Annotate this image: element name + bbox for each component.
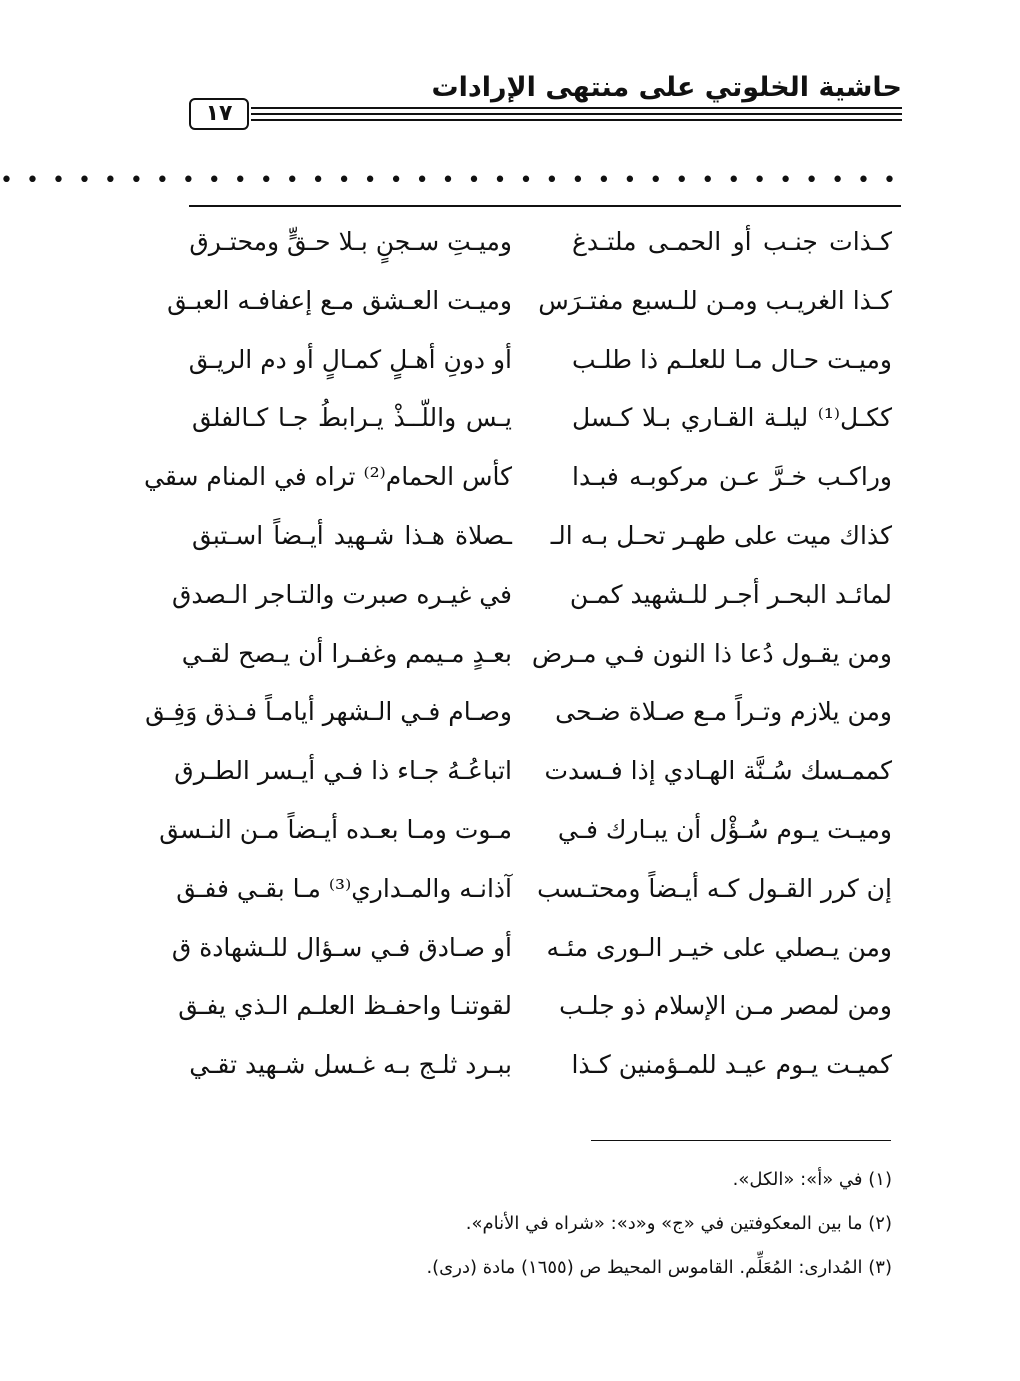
verse-second-hemistich: وميـتِ سـجنٍ بـلا حـقٍّ ومحتـرق — [189, 227, 512, 256]
verse-second-hemistich: ببـرد ثلـج بـه غـسل شـهيد تقـي — [189, 1050, 512, 1080]
verse-first-hemistich: كذاك ميت على طهـر تحـل بـه الـ — [550, 521, 892, 550]
verse-row — [181, 634, 892, 674]
verse-first-hemistich: كـذا الغريـب ومـن للـسبع مفتـرَس — [538, 285, 892, 315]
verse-row — [145, 692, 892, 732]
verse-row — [159, 810, 892, 850]
verse-second-hemistich: آذانـه والمـداري⁽³⁾ مـا بقـي ففـق — [176, 873, 512, 903]
footnote-3: (٣) المُدارى: المُعَلِّم. القاموس المحيط ص (١٦٥٥) مادة (درى). — [426, 1257, 892, 1278]
header-rule-top — [251, 107, 902, 109]
verse-first-hemistich: ومن يقـول دُعا ذا النون فـي مـرض — [531, 638, 892, 668]
footnote-2: (٢) ما بين المعكوفتين في «ج» و«د»: «شراه في الأنام». — [465, 1213, 892, 1234]
footnote-1: (١) في «أ»: «الكل». — [732, 1169, 892, 1190]
verse-first-hemistich: لمائـد البحـر أجـر للـشهيد كمـن — [569, 579, 892, 609]
verse-first-hemistich: وميـت حـال مـا للعلـم ذا طلـب — [572, 344, 892, 374]
verse-first-hemistich: ومن لمصر مـن الإسلام ذو جلـب — [559, 991, 892, 1021]
verse-second-hemistich: أو دونِ أهـلٍ كمـالٍ أو دم الريـق — [188, 344, 512, 374]
section-rule — [189, 205, 901, 207]
verse-row — [167, 281, 892, 321]
verse-second-hemistich: كأس الحمام⁽²⁾ تراه في المنام سقي — [143, 462, 512, 492]
verse-second-hemistich: بعـدٍ مـيمم وغفـرا أن يـصح لقـي — [181, 638, 512, 668]
verse-first-hemistich: وراكـب خـرَّ عـن مركوبـه فبـدا — [572, 462, 892, 492]
verse-row — [178, 986, 892, 1026]
page-number: ١٧ — [189, 98, 249, 130]
verse-row — [176, 869, 892, 909]
verse-row — [171, 928, 892, 968]
verse-second-hemistich: يـس واللّــذْ يـرابطُ جـا كـالفلق — [192, 403, 512, 433]
verse-row — [192, 398, 892, 438]
verse-first-hemistich: وميـت يـوم سُـؤْل أن يبـارك فـي — [557, 815, 892, 844]
footnote-rule — [591, 1140, 891, 1141]
verse-second-hemistich: اتباعُـهُ جـاء ذا فـي أيـسر الطـرق — [174, 756, 512, 786]
verse-row — [189, 1045, 892, 1085]
verse-second-hemistich: وميـت العـشق مـع إعفافـه العبـق — [167, 285, 512, 315]
verse-row — [192, 516, 892, 556]
verse-row — [172, 575, 892, 615]
verse-first-hemistich: كميـت يـوم عيـد للمـؤمنين كـذا — [571, 1050, 892, 1080]
header-rule-mid — [251, 113, 902, 115]
verse-first-hemistich: كـذات جنـب أو الحمـى ملتـدغ — [572, 227, 892, 256]
verse-row — [189, 222, 892, 262]
verse-second-hemistich: وصـام فـي الـشهر أيامـاً فـذق وَفِـق — [145, 697, 512, 727]
verse-second-hemistich: مـوت ومـا بعـده أيـضاً مـن النـسق — [159, 815, 512, 844]
verse-first-hemistich: كممـسك سُـنَّة الهـادي إذا فـسدت — [544, 756, 892, 786]
dotted-separator: • • • • • • • • • • • • • • • • • • • • • • • • • • • • • • • • • • • — [0, 168, 899, 193]
verse-row — [143, 457, 892, 497]
verse-first-hemistich: ومن يـصلي على خيـر الـورى مئـه — [546, 932, 892, 962]
verse-second-hemistich: في غيـره صبرت والتـاجر الـصدق — [172, 579, 512, 609]
verse-second-hemistich: لقوتنـا واحفـظ العلـم الـذي يفـق — [178, 991, 512, 1021]
header-rule-bottom — [251, 119, 902, 121]
verse-first-hemistich: إن كرر القـول كـه أيـضاً ومحتـسب — [537, 873, 892, 903]
book-title: حاشية الخلوتي على منتهى الإرادات — [431, 72, 902, 103]
verse-row — [174, 751, 892, 791]
verse-row — [188, 340, 892, 380]
verse-second-hemistich: ـصلاة هـذا شـهيد أيـضاً اسـتبق — [192, 521, 512, 550]
verse-first-hemistich: ككـل⁽¹⁾ ليلـة القـاري بـلا كـسل — [572, 403, 892, 433]
verse-second-hemistich: أو صـادق فـي سـؤال للـشهادة ق — [171, 932, 512, 962]
verse-first-hemistich: ومن يلازم وتـراً مـع صـلاة ضـحى — [555, 697, 892, 727]
